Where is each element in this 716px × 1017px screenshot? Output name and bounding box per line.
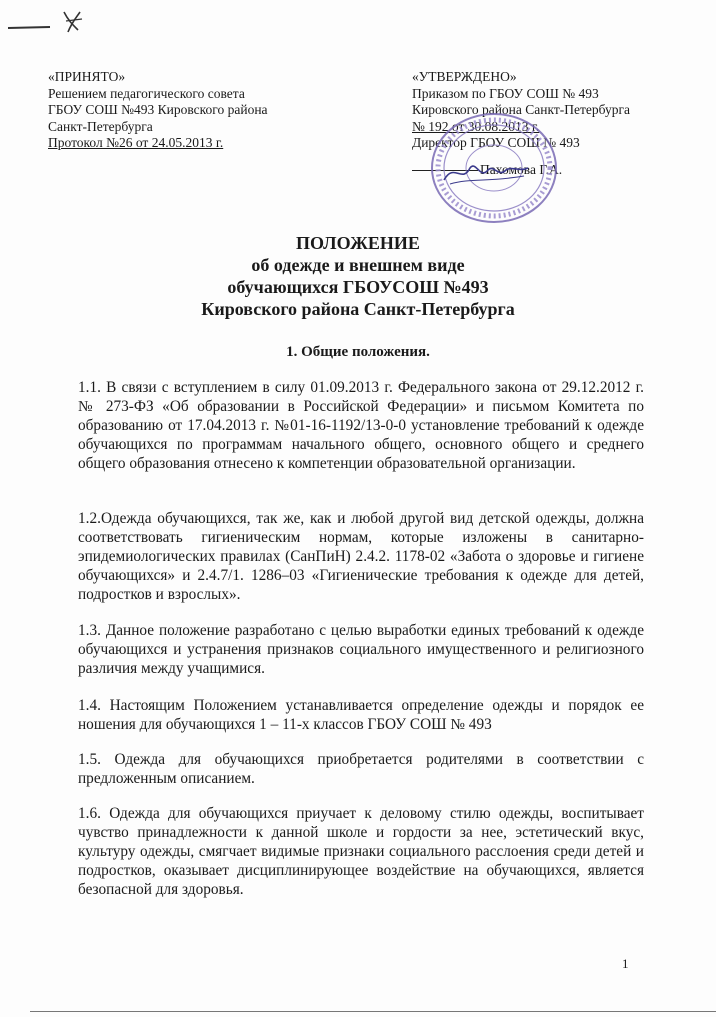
header-accepted-block [48,69,268,152]
paragraph-1-1: 1.1. В связи с вступлением в силу 01.09.2013 г. Федерального закона от 29.12.2012 г. № 273-ФЗ «Об образовании в Российской Федерации» и письмом Комитета по образованию от 17.04.2013 г. №01-16-1192/13-0-0 установление требований к одежде обучающихся по программам начального общего, основного общего и среднего общего образования отнесено к компетенции образовательной организации. [78,379,644,472]
approved-order: Приказом по ГБОУ СОШ № 493 [412,85,599,101]
approved-label: «УТВЕРЖДЕНО» [412,69,517,84]
paragraph-1-3: 1.3. Данное положение разработано с целью выработки единых требований к одежде обучающихся и устранения признаков социального имущественного и религиозного различия между учащимися. [78,622,644,677]
director-signature [440,158,532,188]
document-title [0,232,716,320]
accepted-school: ГБОУ СОШ №493 Кировского района [48,102,268,117]
page-number: 1 [622,956,629,971]
signer-name: Пахомова Г.А. [480,161,563,177]
paragraph-1-6: 1.6. Одежда для обучающихся приучает к деловому стилю одежды, воспитывает чувство принадлежности к данной школе и гордости за нее, эстетический вкус, культуру одежды, смягчает видимые признаки социального расслоения среди детей и подростков, оказывает дисциплинирующее воздействие на обучающихся, является безопасной для здоровья. [78,805,644,898]
accepted-city: Санкт-Петербурга [48,118,153,134]
section-heading: 1. Общие положения. [286,344,430,360]
title-line-1: ПОЛОЖЕНИЕ [296,233,420,253]
paragraph-1-2: 1.2.Одежда обучающихся, так же, как и любой другой вид детской одежды, должна соответствовать гигиеническим нормам, которые изложены в санитарно-эпидемиологических правилах (СанПиН) 2.4.2. 1178-02 «Забота о здоровье и гигиене обучающихся» и 2.4.7/1. 1286–03 «Гигиенические требования к одежде для детей, подростков и взрослых». [78,510,644,603]
title-line-2: об одежде и внешнем виде [251,255,465,275]
approved-order-number: № 192 от 30.08.2013 г. [412,118,540,134]
paragraph-1-4: 1.4. Настоящим Положением устанавливается определение одежды и порядок ее ношения для обучающихся 1 – 11-х классов ГБОУ СОШ № 493 [78,697,644,733]
approved-district: Кировского района Санкт-Петербурга [412,102,631,117]
accepted-by: Решением педагогического совета [48,85,245,101]
paragraph-1-5: 1.5. Одежда для обучающихся приобретается родителями в соответствии с предложенным описанием. [78,751,644,787]
title-line-3: обучающихся ГБОУСОШ №493 [227,277,489,297]
accepted-protocol: Протокол №26 от 24.05.2013 г. [48,135,224,150]
title-line-4: Кировского района Санкт-Петербурга [201,299,515,319]
page-bottom-edge [30,1011,716,1012]
accepted-label: «ПРИНЯТО» [48,69,126,84]
approved-director: Директор ГБОУ СОШ № 493 [412,135,580,150]
handwritten-mark [6,6,92,36]
